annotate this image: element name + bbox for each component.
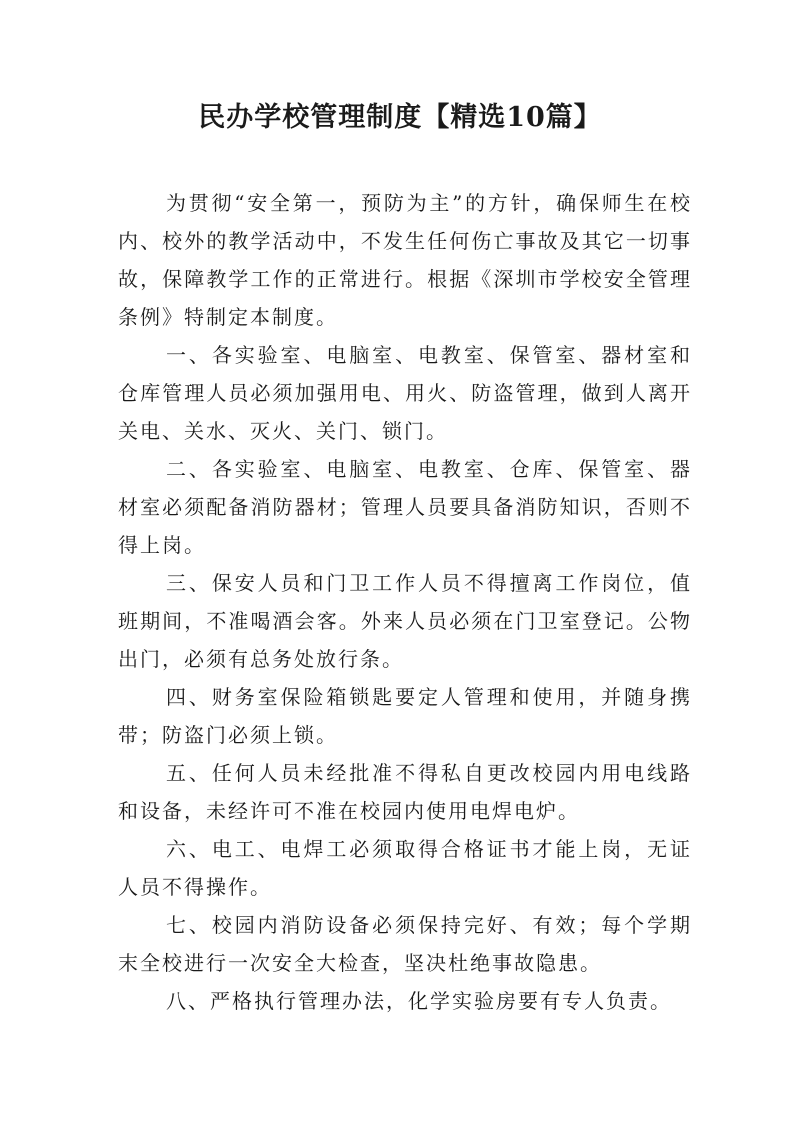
paragraph-rule-4: 四、财务室保险箱锁匙要定人管理和使用，并随身携带；防盗门必须上锁。 [118, 685, 692, 747]
paragraph-rule-2: 二、各实验室、电脑室、电教室、仓库、保管室、器材室必须配备消防器材；管理人员要具备消防知识，否则不得上岗。 [118, 457, 692, 557]
document-title: 民办学校管理制度【精选10篇】 [198, 102, 602, 133]
paragraph-rule-7: 七、校园内消防设备必须保持完好、有效；每个学期末全校进行一次安全大检查，坚决杜绝事故隐患。 [118, 913, 692, 975]
paragraph-rule-8: 八、严格执行管理办法，化学实验房要有专人负责。 [166, 989, 672, 1013]
paragraph-rule-5: 五、任何人员未经批准不得私自更改校园内用电线路和设备，未经许可不准在校园内使用电焊电炉。 [118, 761, 692, 823]
paragraph-rule-3: 三、保安人员和门卫工作人员不得擅离工作岗位，值班期间，不准喝酒会客。外来人员必须在门卫室登记。公物出门，必须有总务处放行条。 [118, 571, 692, 671]
paragraph-rule-6: 六、电工、电焊工必须取得合格证书才能上岗，无证人员不得操作。 [118, 837, 692, 899]
document-body [118, 184, 692, 1020]
paragraph-intro: 为贯彻“安全第一，预防为主”的方针，确保师生在校内、校外的教学活动中，不发生任何伤亡事故及其它一切事故，保障教学工作的正常进行。根据《深圳市学校安全管理条例》特制定本制度。 [118, 191, 692, 329]
paragraph-rule-1: 一、各实验室、电脑室、电教室、保管室、器材室和仓库管理人员必须加强用电、用火、防盗管理，做到人离开关电、关水、灭火、关门、锁门。 [118, 343, 692, 443]
